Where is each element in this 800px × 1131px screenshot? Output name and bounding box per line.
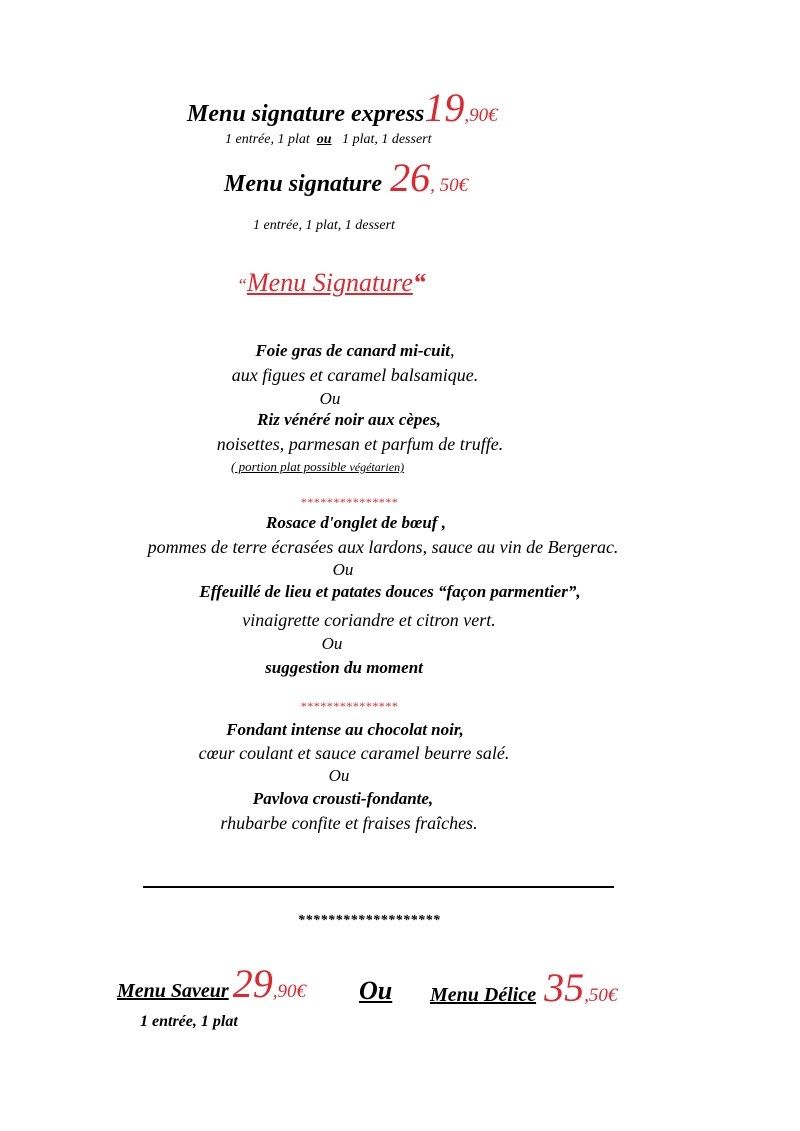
express-heading	[187, 84, 498, 131]
main-or-1: Ou	[332, 560, 354, 579]
saveur-title: Menu Saveur	[117, 980, 229, 1002]
starter-2-note: ( portion plat possible végétarien)	[231, 459, 405, 474]
signature-desc: 1 entrée, 1 plat, 1 dessert	[253, 218, 395, 233]
express-title: Menu signature express	[187, 101, 425, 127]
starter-1-desc: aux figues et caramel balsamique.	[231, 365, 479, 385]
signature-price-int: 26	[390, 155, 431, 200]
signature-title: Menu signature	[224, 171, 383, 197]
express-price-dec: ,90€	[464, 105, 498, 126]
express-price-int: 19	[424, 85, 465, 130]
separator-3: *******************	[297, 913, 441, 928]
main-1-name: Rosace d'onglet de bœuf ,	[266, 513, 446, 532]
express-desc-ou: ou	[316, 132, 332, 147]
main-2-desc: vinaigrette coriandre et citron vert.	[242, 610, 496, 630]
separator-1: ***************	[300, 495, 398, 509]
footer-or: Ou	[359, 976, 393, 1005]
dessert-2-name: Pavlova crousti-fondante,	[252, 789, 434, 808]
section-title	[237, 268, 426, 298]
express-desc	[225, 132, 432, 148]
dessert-or: Ou	[328, 766, 350, 785]
signature-price-dec: , 50€	[430, 175, 469, 196]
starter-2-name: Riz vénéré noir aux cèpes,	[257, 410, 441, 429]
starter-2-desc: noisettes, parmesan et parfum de truffe.	[216, 434, 504, 454]
separator-2: ***************	[300, 699, 398, 713]
dessert-1-desc: cœur coulant et sauce caramel beurre salé.	[198, 743, 510, 763]
saveur-desc: 1 entrée, 1 plat	[140, 1013, 238, 1030]
dessert-2-desc: rhubarbe confite et fraises fraîches.	[220, 813, 478, 833]
main-or-2: Ou	[321, 634, 343, 653]
main-3-name: suggestion du moment	[265, 658, 423, 677]
starter-or: Ou	[319, 389, 341, 408]
menu-saveur	[117, 960, 306, 1007]
delice-title: Menu Délice	[430, 984, 537, 1006]
menu-delice	[430, 964, 617, 1011]
saveur-price-dec: ,90€	[272, 981, 306, 1002]
delice-price-dec: ,50€	[584, 985, 618, 1006]
main-2-name: Effeuillé de lieu et patates douces “façon parmentier”,	[199, 582, 581, 601]
section-title-close-quote: “	[412, 268, 426, 297]
dessert-1-name: Fondant intense au chocolat noir,	[226, 720, 464, 739]
express-desc-a: 1 entrée, 1 plat	[225, 132, 310, 147]
section-title-text: Menu Signature	[247, 268, 413, 297]
saveur-price-int: 29	[232, 961, 273, 1006]
main-1-desc: pommes de terre écrasées aux lardons, sauce au vin de Bergerac.	[147, 537, 619, 557]
section-title-open-quote: “	[237, 275, 248, 295]
delice-price-int: 35	[544, 965, 585, 1010]
express-desc-b: 1 plat, 1 dessert	[342, 132, 432, 147]
signature-heading	[224, 154, 468, 201]
divider-line	[143, 886, 614, 888]
starter-1-name: Foie gras de canard mi-cuit,	[255, 340, 455, 360]
